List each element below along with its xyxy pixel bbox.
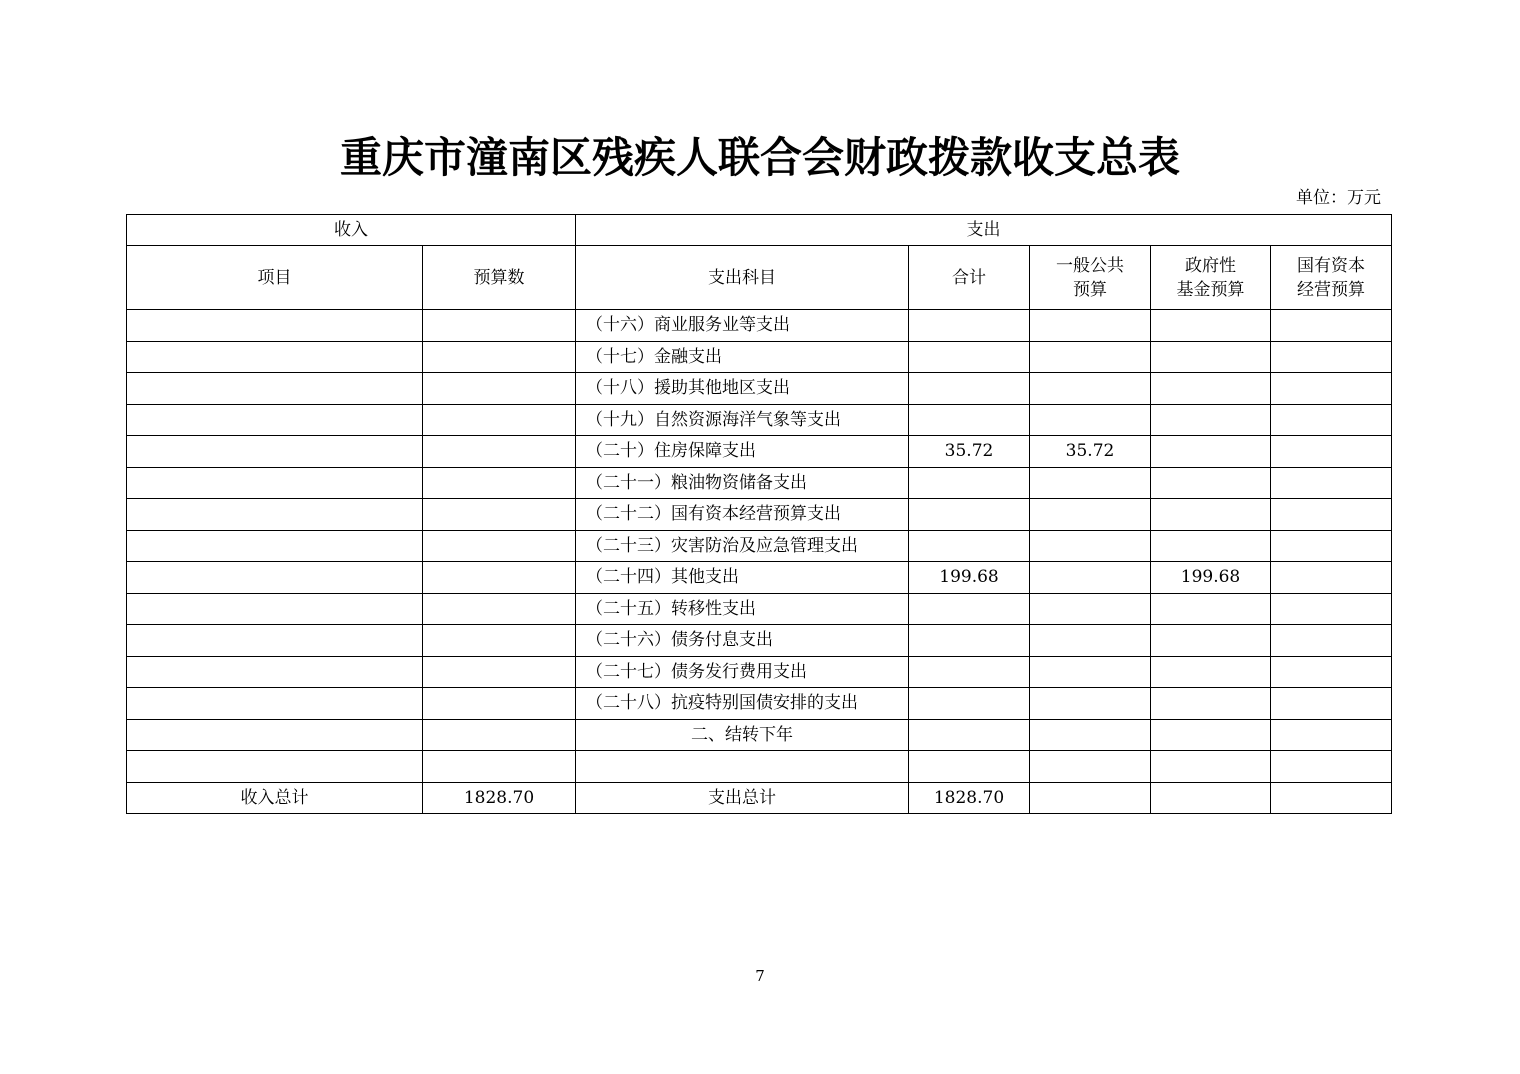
general-budget-cell <box>1030 467 1151 499</box>
total-cell: 35.72 <box>909 436 1030 468</box>
income-total-label: 收入总计 <box>127 782 423 814</box>
general-budget-cell <box>1030 593 1151 625</box>
col-header-state-capital <box>1271 246 1392 310</box>
fund-budget-cell <box>1151 593 1271 625</box>
total-cell: 199.68 <box>909 562 1030 594</box>
fund-budget-cell <box>1151 688 1271 720</box>
total-cell <box>909 404 1030 436</box>
budget-cell <box>423 341 576 373</box>
state-capital-cell <box>1271 625 1392 657</box>
page-title: 重庆市潼南区残疾人联合会财政拨款收支总表 <box>339 133 1180 182</box>
total-cell <box>909 499 1030 531</box>
empty-row <box>127 751 1392 783</box>
general-budget-cell <box>1030 782 1151 814</box>
fund-budget-cell <box>1151 467 1271 499</box>
state-capital-cell <box>1271 436 1392 468</box>
table-row <box>127 467 1392 499</box>
budget-table <box>126 214 1392 814</box>
subject-cell: （十八）援助其他地区支出 <box>576 373 909 405</box>
subject-cell <box>576 751 909 783</box>
total-cell <box>909 593 1030 625</box>
budget-cell <box>423 499 576 531</box>
state-capital-cell <box>1271 593 1392 625</box>
total-cell <box>909 688 1030 720</box>
income-group-header: 收入 <box>127 215 576 246</box>
item-cell <box>127 719 423 751</box>
table-row <box>127 593 1392 625</box>
general-budget-cell <box>1030 719 1151 751</box>
state-capital-cell <box>1271 341 1392 373</box>
state-capital-cell <box>1271 373 1392 405</box>
col-header-line: 国有资本 <box>1297 255 1365 276</box>
general-budget-cell: 35.72 <box>1030 436 1151 468</box>
expense-group-header: 支出 <box>576 215 1392 246</box>
item-cell <box>127 593 423 625</box>
unit-label: 单位：万元 <box>1296 188 1381 208</box>
item-cell <box>127 499 423 531</box>
general-budget-cell <box>1030 625 1151 657</box>
total-cell <box>909 341 1030 373</box>
fund-budget-cell <box>1151 656 1271 688</box>
fund-budget-cell <box>1151 341 1271 373</box>
state-capital-cell <box>1271 751 1392 783</box>
total-cell <box>909 625 1030 657</box>
carry-forward-label: 二、结转下年 <box>576 719 909 751</box>
table-row <box>127 404 1392 436</box>
general-budget-cell <box>1030 751 1151 783</box>
table-row <box>127 499 1392 531</box>
fund-budget-cell <box>1151 373 1271 405</box>
subject-cell: （二十七）债务发行费用支出 <box>576 656 909 688</box>
expense-total-value: 1828.70 <box>909 782 1030 814</box>
total-cell <box>909 751 1030 783</box>
fund-budget-cell <box>1151 499 1271 531</box>
expense-total-label: 支出总计 <box>576 782 909 814</box>
col-header-line: 基金预算 <box>1176 279 1245 300</box>
state-capital-cell <box>1271 530 1392 562</box>
general-budget-cell <box>1030 499 1151 531</box>
general-budget-cell <box>1030 656 1151 688</box>
table-row <box>127 373 1392 405</box>
table-row <box>127 625 1392 657</box>
item-cell <box>127 310 423 342</box>
total-cell <box>909 467 1030 499</box>
state-capital-cell <box>1271 656 1392 688</box>
col-header-line: 预算 <box>1073 279 1107 300</box>
income-total-value: 1828.70 <box>423 782 576 814</box>
state-capital-cell <box>1271 499 1392 531</box>
total-cell <box>909 310 1030 342</box>
state-capital-cell <box>1271 688 1392 720</box>
total-cell <box>909 373 1030 405</box>
subject-cell: （十七）金融支出 <box>576 341 909 373</box>
budget-cell <box>423 310 576 342</box>
col-header-fund-budget <box>1151 246 1271 310</box>
subject-cell: （二十五）转移性支出 <box>576 593 909 625</box>
fund-budget-cell <box>1151 436 1271 468</box>
carry-forward-row <box>127 719 1392 751</box>
item-cell <box>127 467 423 499</box>
subject-cell: （二十二）国有资本经营预算支出 <box>576 499 909 531</box>
item-cell <box>127 373 423 405</box>
item-cell <box>127 625 423 657</box>
totals-row <box>127 782 1392 814</box>
subject-cell: （十六）商业服务业等支出 <box>576 310 909 342</box>
item-cell <box>127 656 423 688</box>
fund-budget-cell <box>1151 751 1271 783</box>
col-header-line: 一般公共 <box>1056 255 1124 276</box>
item-cell <box>127 530 423 562</box>
table-row <box>127 562 1392 594</box>
subject-cell: （二十三）灾害防治及应急管理支出 <box>576 530 909 562</box>
subject-cell: （二十一）粮油物资储备支出 <box>576 467 909 499</box>
state-capital-cell <box>1271 404 1392 436</box>
table-row <box>127 436 1392 468</box>
item-cell <box>127 404 423 436</box>
state-capital-cell <box>1271 719 1392 751</box>
col-header-budget: 预算数 <box>423 246 576 310</box>
fund-budget-cell <box>1151 404 1271 436</box>
item-cell <box>127 436 423 468</box>
state-capital-cell <box>1271 562 1392 594</box>
col-header-total: 合计 <box>909 246 1030 310</box>
item-cell <box>127 688 423 720</box>
table-row <box>127 688 1392 720</box>
budget-cell <box>423 593 576 625</box>
header-column-row <box>127 246 1392 310</box>
general-budget-cell <box>1030 373 1151 405</box>
budget-cell <box>423 373 576 405</box>
subject-cell: （二十六）债务付息支出 <box>576 625 909 657</box>
fund-budget-cell <box>1151 782 1271 814</box>
table-row <box>127 341 1392 373</box>
budget-cell <box>423 530 576 562</box>
budget-cell <box>423 751 576 783</box>
table-row <box>127 530 1392 562</box>
item-cell <box>127 751 423 783</box>
budget-cell <box>423 467 576 499</box>
budget-cell <box>423 404 576 436</box>
subject-cell: （二十）住房保障支出 <box>576 436 909 468</box>
state-capital-cell <box>1271 467 1392 499</box>
general-budget-cell <box>1030 404 1151 436</box>
table-row <box>127 656 1392 688</box>
state-capital-cell <box>1271 782 1392 814</box>
budget-cell <box>423 688 576 720</box>
budget-cell <box>423 625 576 657</box>
item-cell <box>127 562 423 594</box>
total-cell <box>909 719 1030 751</box>
fund-budget-cell <box>1151 625 1271 657</box>
col-header-general-budget <box>1030 246 1151 310</box>
budget-cell <box>423 562 576 594</box>
col-header-line: 政府性 <box>1185 255 1236 276</box>
item-cell <box>127 341 423 373</box>
subject-cell: （二十四）其他支出 <box>576 562 909 594</box>
total-cell <box>909 530 1030 562</box>
page-number: 7 <box>755 967 765 985</box>
subject-cell: （十九）自然资源海洋气象等支出 <box>576 404 909 436</box>
budget-cell <box>423 719 576 751</box>
col-header-line: 经营预算 <box>1297 279 1365 300</box>
general-budget-cell <box>1030 341 1151 373</box>
general-budget-cell <box>1030 310 1151 342</box>
general-budget-cell <box>1030 562 1151 594</box>
budget-cell <box>423 656 576 688</box>
general-budget-cell <box>1030 530 1151 562</box>
fund-budget-cell <box>1151 530 1271 562</box>
budget-cell <box>423 436 576 468</box>
fund-budget-cell: 199.68 <box>1151 562 1271 594</box>
table-row <box>127 310 1392 342</box>
general-budget-cell <box>1030 688 1151 720</box>
total-cell <box>909 656 1030 688</box>
fund-budget-cell <box>1151 310 1271 342</box>
header-group-row <box>127 215 1392 246</box>
col-header-subject: 支出科目 <box>576 246 909 310</box>
col-header-item: 项目 <box>127 246 423 310</box>
subject-cell: （二十八）抗疫特别国债安排的支出 <box>576 688 909 720</box>
fund-budget-cell <box>1151 719 1271 751</box>
state-capital-cell <box>1271 310 1392 342</box>
